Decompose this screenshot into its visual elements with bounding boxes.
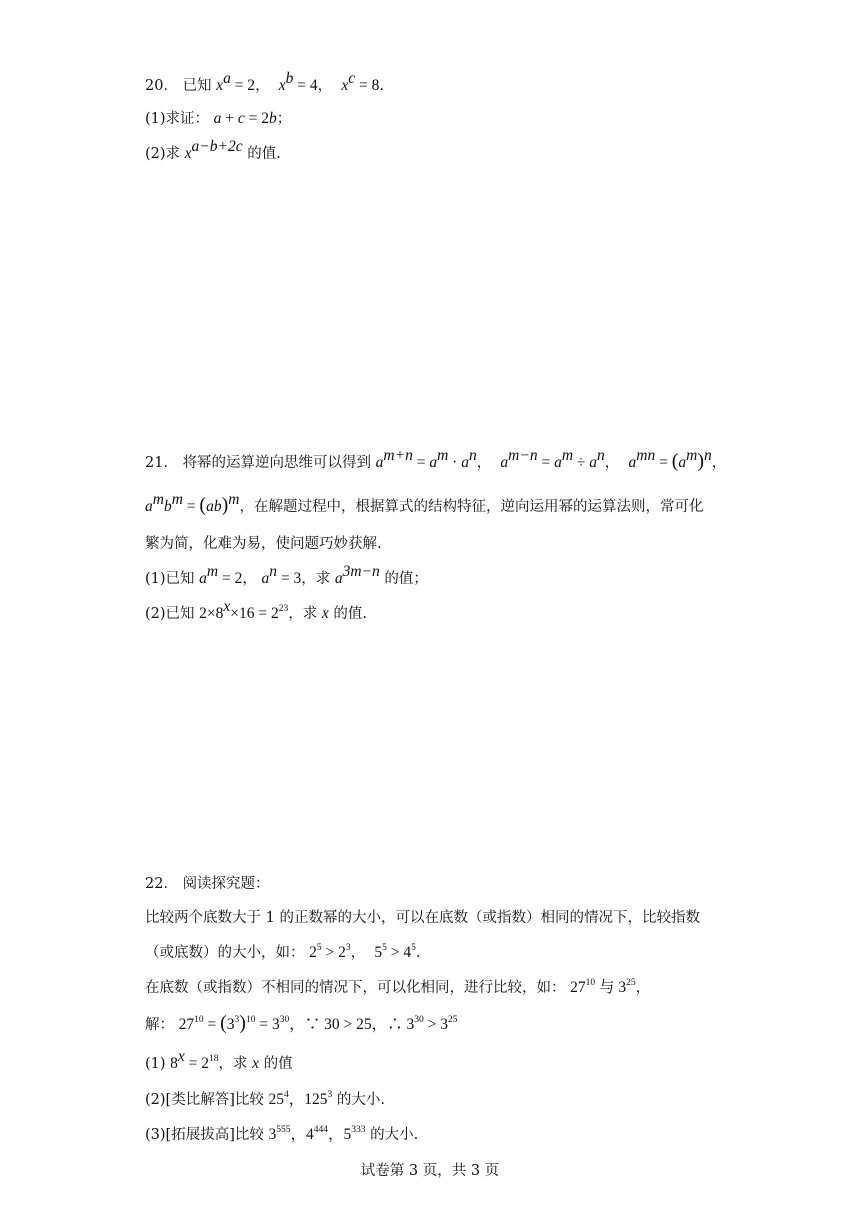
q22-line2-text: （或底数）的大小，如：	[145, 945, 305, 961]
q22-part1-formula: $8^x = 2^{18}$	[170, 1047, 219, 1072]
q21-part1-target: a	[334, 570, 343, 587]
q22-title-text: 阅读探究题：	[182, 876, 270, 892]
q21-rule-2: $a^{m-n} = a^m \div a^n$	[500, 447, 605, 471]
q20-part1: (1)求证： a + c = 2b；	[145, 110, 292, 127]
q22-example-1: $2^5 > 2^3$	[309, 942, 351, 961]
q21-statement-end	[145, 532, 382, 553]
q22-part3	[145, 1122, 418, 1144]
q20-part1-formula: a	[213, 110, 222, 127]
q22-part1-end: ，求	[218, 1056, 248, 1072]
q22-part3-end: 的大小.	[370, 1127, 419, 1143]
q21-rule-1: $a^{m+n} = a^m \cdot a^n$	[375, 447, 477, 471]
q22-line2: （或底数）的大小，如： $2^5 > 2^3$， $5^5 > 4^5$.	[145, 942, 421, 961]
q22-example-2: $5^5 > 4^5$	[374, 942, 416, 961]
q22-part2-label: (2)[类比解答]比较	[145, 1092, 264, 1108]
q22-line1: 比较两个底数大于 1 的正数幂的大小，可以在底数（或指数）相同的情况下，比较指数	[145, 910, 700, 926]
q22-solution-label: 解：	[145, 1017, 174, 1033]
q20-number: 20．	[145, 78, 178, 94]
q22-part3-formula: $3^{555}$，$4^{444}$，$5^{333}$	[268, 1124, 366, 1143]
q21-rule-4: $a^mb^m = (ab)^m$	[145, 491, 240, 516]
q21-part1: (1)已知 $a^m = 2$， $a^n = 3$，求 $a^{3m-n}$ 的值；	[145, 563, 428, 587]
q22-title	[145, 872, 270, 893]
q20-given-formula: $x^a = 2$， $x^b = 4$， $x^c = 8$.	[216, 70, 385, 94]
q22-part2-end: 的大小.	[336, 1092, 385, 1108]
q21-part1-formula: $a^m = 2$， $a^n = 3$	[199, 563, 302, 587]
q21-part2-formula: $2\times 8^x\times 16 = 2^{23}$	[199, 597, 289, 622]
q22-part1-var: x	[252, 1055, 260, 1072]
q21-part2-var: x	[321, 605, 329, 622]
q22-number: 22．	[145, 876, 178, 892]
q22-part1-label: (1)	[145, 1056, 166, 1072]
q21-part1-label: (1)已知	[145, 571, 195, 587]
q21-rule-3: $a^{mn} = (a^m)^n$	[628, 447, 712, 472]
q21-statement: 21． 将幂的运算逆向思维可以得到 $a^{m+n} = a^m \cdot a^n$， $a^{m-n} = a^m \div a^n$， $a^{mn} = (a^m)^n$，	[145, 447, 727, 472]
q20-part1-label: (1)求证：	[145, 111, 210, 127]
q20-statement	[145, 70, 385, 95]
q21-part2-mid: ，求	[288, 606, 318, 622]
q22-line3-text: 在底数（或指数）不相同的情况下，可以化相同，进行比较，如：	[145, 980, 566, 996]
q22-part1-tail: 的值	[263, 1056, 293, 1072]
q20-prefix: 已知	[182, 78, 212, 94]
page-footer: 试卷第 3 页，共 3 页	[360, 1163, 500, 1179]
q21-part1-mid: ，求	[301, 571, 331, 587]
q22-solution-formula: $27^{10} = (3^3)^{10} = 3^{30}$，∵ 30 > 25，∴ $3^{30} > 3^{25}$	[178, 1012, 458, 1034]
q20-part2-label: (2)求	[145, 146, 181, 162]
q21-number: 21．	[145, 455, 178, 471]
q21-intro: 将幂的运算逆向思维可以得到	[182, 455, 372, 471]
q22-line3: 在底数（或指数）不相同的情况下，可以化相同，进行比较，如： $27^{10}$ 与 $3^{25}$，	[145, 977, 651, 996]
q22-solution	[145, 1012, 457, 1035]
q22-part3-label: (3)[拓展拔高]比较	[145, 1127, 264, 1143]
q22-part1	[145, 1047, 293, 1073]
q21-para-end: 繁为简，化难为易，使问题巧妙获解.	[145, 536, 382, 552]
q21-part2-end: 的值.	[333, 606, 367, 622]
q21-statement-cont	[145, 491, 704, 517]
q21-part1-end: 的值；	[384, 571, 428, 587]
q20-part2-formula: x	[184, 145, 192, 162]
q22-part2	[145, 1087, 385, 1109]
q21-part2	[145, 597, 367, 623]
q22-part2-formula: $25^4$，$125^3$	[268, 1089, 333, 1108]
q22-example-3: $27^{10}$ 与 $3^{25}$	[570, 977, 636, 996]
q20-part2: (2)求 $x^{a-b+2c}$ 的值.	[145, 138, 281, 162]
q21-para-cont: ，在解题过程中，根据算式的结构特征，逆向运用幂的运算法则，常可化	[239, 499, 704, 515]
q20-part1-end: ；	[276, 111, 292, 127]
q20-part2-end: 的值.	[247, 146, 281, 162]
q21-part2-label: (2)已知	[145, 606, 195, 622]
